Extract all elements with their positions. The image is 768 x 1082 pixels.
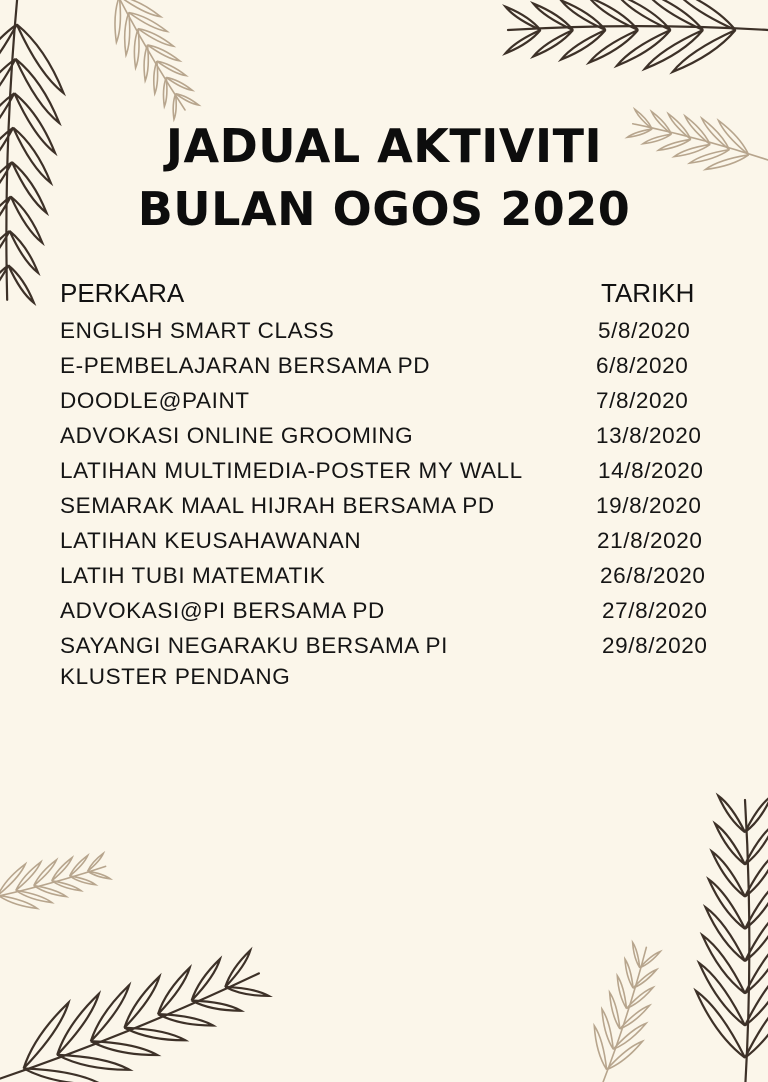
list-item bbox=[0, 598, 768, 633]
leaflet bbox=[216, 950, 260, 987]
leaflet bbox=[505, 7, 540, 30]
activity-name: SAYANGI NEGARAKU BERSAMA PI bbox=[60, 633, 448, 658]
list-item bbox=[0, 458, 768, 493]
list-item bbox=[0, 353, 768, 388]
activity-date: 14/8/2020 bbox=[598, 458, 704, 483]
leaflet bbox=[505, 30, 540, 53]
leaflet bbox=[108, 12, 146, 55]
activity-date: 5/8/2020 bbox=[598, 318, 691, 343]
leaflet bbox=[699, 963, 745, 1026]
list-item bbox=[0, 563, 768, 598]
activity-name: DOODLE@PAINT bbox=[60, 388, 250, 413]
leaflet bbox=[7, 265, 35, 302]
list-item bbox=[0, 493, 768, 528]
list-item bbox=[0, 388, 768, 423]
leaf-top-left-light bbox=[88, 0, 209, 125]
leaf-bottom-left bbox=[0, 932, 276, 1082]
activity-name: E-PEMBELAJARAN BERSAMA PD bbox=[60, 353, 431, 378]
cluster-name: KLUSTER PENDANG bbox=[60, 664, 291, 689]
activity-date: 6/8/2020 bbox=[596, 353, 689, 378]
page-title-line-1: JADUAL AKTIVITI bbox=[165, 119, 603, 173]
activity-date: 26/8/2020 bbox=[600, 563, 706, 588]
activity-name: LATIHAN KEUSAHAWANAN bbox=[60, 528, 362, 553]
leaflet bbox=[673, 30, 736, 72]
leaflet bbox=[146, 968, 201, 1014]
leaflet bbox=[712, 852, 745, 897]
leaflet bbox=[745, 796, 768, 832]
list-item bbox=[0, 528, 768, 563]
activity-date: 21/8/2020 bbox=[597, 528, 703, 553]
leaf-bottom-right-light bbox=[576, 939, 671, 1082]
activity-name: ENGLISH SMART CLASS bbox=[60, 318, 335, 343]
leaf-bottom-left-light bbox=[0, 844, 113, 922]
leaflet bbox=[181, 959, 230, 1001]
leaflet bbox=[626, 982, 653, 1015]
column-header-date: TARIKH bbox=[601, 278, 695, 308]
leaflet bbox=[702, 935, 745, 993]
leaflet bbox=[176, 87, 199, 113]
leaf-bottom-right bbox=[696, 796, 768, 1082]
leaf-stem bbox=[745, 800, 749, 1082]
list-item bbox=[0, 318, 768, 353]
activity-name: SEMARAK MAAL HIJRAH BERSAMA PD bbox=[60, 493, 495, 518]
column-header-activity: PERKARA bbox=[60, 278, 185, 308]
leaflet bbox=[14, 24, 65, 93]
activity-name: ADVOKASI@PI BERSAMA PD bbox=[60, 598, 385, 623]
activity-name: LATIHAN MULTIMEDIA-POSTER MY WALL bbox=[60, 458, 523, 483]
activity-date: 29/8/2020 bbox=[602, 633, 708, 658]
activity-date: 13/8/2020 bbox=[596, 423, 702, 448]
activity-name: LATIH TUBI MATEMATIK bbox=[60, 563, 326, 588]
list-item bbox=[0, 633, 768, 668]
leaflet bbox=[613, 1016, 646, 1056]
list-item bbox=[0, 423, 768, 458]
leaflet bbox=[13, 59, 61, 123]
activity-date: 27/8/2020 bbox=[602, 598, 708, 623]
page-title-line-2: BULAN OGOS 2020 bbox=[137, 182, 631, 236]
leaflet bbox=[157, 52, 186, 84]
activity-date: 7/8/2020 bbox=[596, 388, 689, 413]
activity-date: 19/8/2020 bbox=[596, 493, 702, 518]
leaf-top-right bbox=[505, 0, 768, 72]
activity-name: ADVOKASI ONLINE GROOMING bbox=[60, 423, 414, 448]
leaflet bbox=[718, 796, 745, 832]
leaflet bbox=[633, 964, 657, 993]
